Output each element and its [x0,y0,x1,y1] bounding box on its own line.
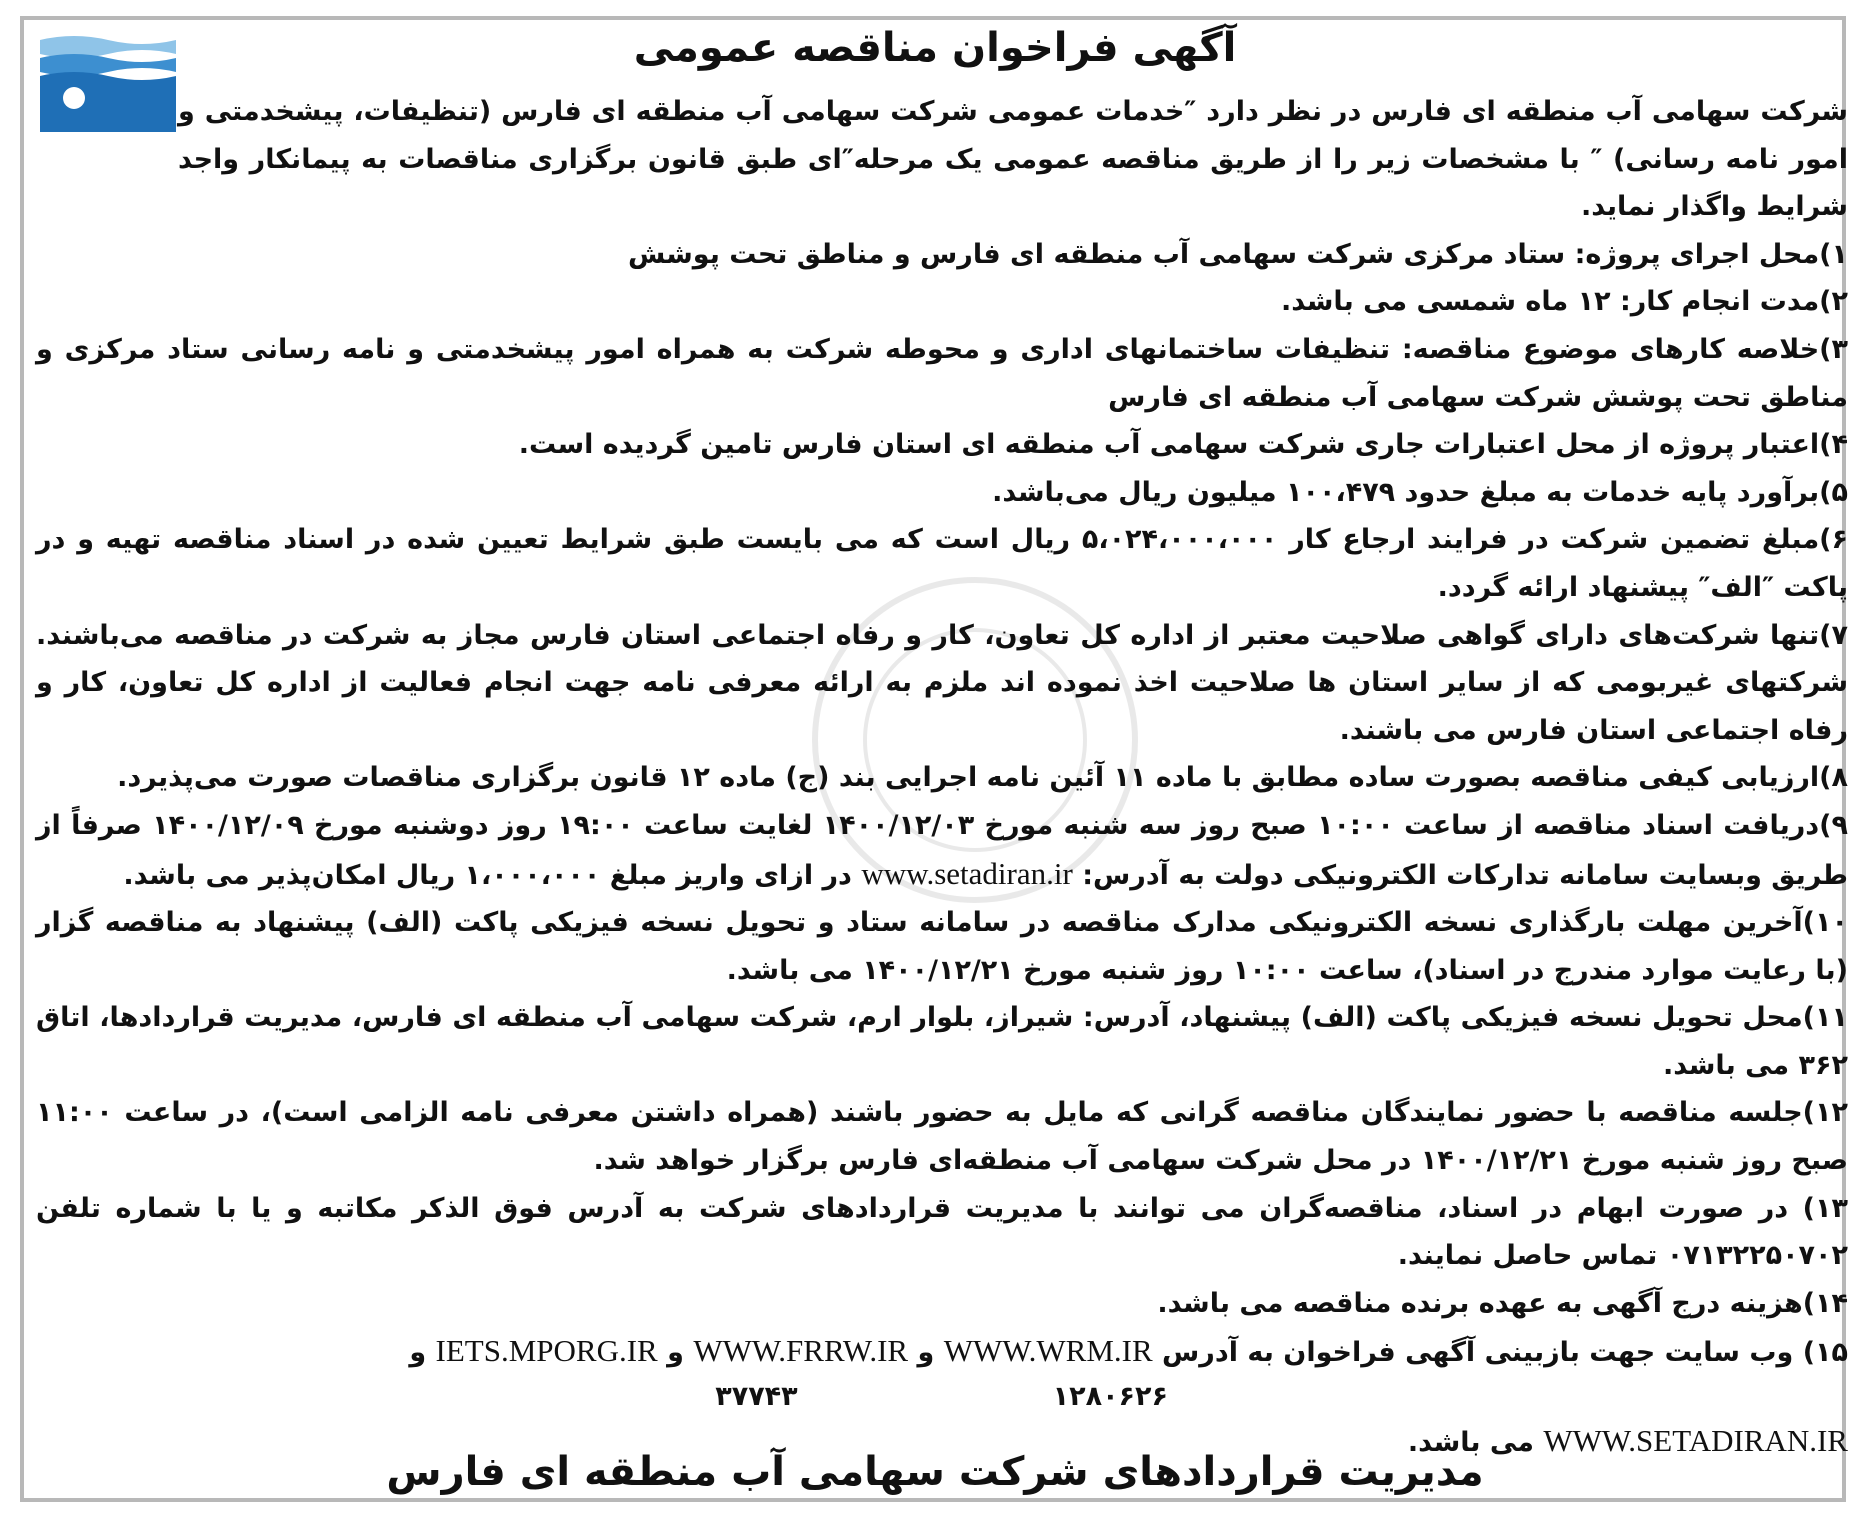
item-15-and-3: و [409,1337,427,1369]
reference-numbers [36,1377,1848,1417]
intro-paragraph: شرکت سهامی آب منطقه ای فارس در نظر دارد ″خدمات عمومی شرکت سهامی آب منطقه ای فارس (تنظیفات، پیشخدمتی و امور نامه رسانی) ″ با مشخصات زیر را از طریق مناقصه عمومی یک مرحله″ای طبق قانون برگزاری مناقصات به پیمانکار واجد شرایط واگذار نماید. [178,96,1848,223]
item-15 [36,1327,1848,1377]
footer-signature: مدیریت قراردادهای شرکت سهامی آب منطقه ای فارس [386,1449,1484,1495]
notice-body [36,88,1848,1467]
iets-link[interactable]: IETS.MPORG.IR [435,1333,658,1369]
item-9-text-a: ۹)دریافت اسناد مناقصه از ساعت ۱۰:۰۰ صبح روز سه شنبه مورخ ۱۴۰۰/۱۲/۰۳ لغایت ساعت ۱۹:۰۰ روز دوشنبه مورخ ۱۴۰۰/۱۲/۰۹ صرفاً از طریق وبسایت سامانه تدارکات الکترونیکی دولت به آدرس: [36,809,1848,891]
wrm-link[interactable]: WWW.WRM.IR [943,1333,1153,1369]
item-15-suffix: می باشد. [1407,1427,1534,1459]
item-13: ۱۳) در صورت ابهام در اسناد، مناقصه‌گران می توانند با مدیریت قراردادهای شرکت به آدرس فوق الذکر مکاتبه و یا با شماره تلفن ۰۷۱۳۲۲۵۰۷۰۲ تماس حاصل نمایند. [36,1192,1848,1272]
item-7: ۷)تنها شرکت‌های دارای گواهی صلاحیت معتبر از اداره کل تعاون، کار و رفاه اجتماعی استان فارس مجاز به شرکت در مناقصه می‌باشند. شرکتهای غیربومی که از سایر استان ها صلاحیت اخذ نموده اند ملزم به ارائه معرفی نامه جهت انجام فعالیت از اداره کل تعاون، کار و رفاه اجتماعی استان فارس می باشند. [36,619,1848,746]
item-1: ۱)محل اجرای پروژه: ستاد مرکزی شرکت سهامی آب منطقه ای فارس و مناطق تحت پوشش [628,238,1848,270]
item-15-prefix: ۱۵) وب سایت جهت بازبینی آگهی فراخوان به آدرس [1162,1337,1848,1369]
item-6: ۶)مبلغ تضمین شرکت در فرایند ارجاع کار ۵،۰۲۴،۰۰۰،۰۰۰ ریال است که می بایست طبق شرایط تعیین شده در اسناد مناقصه تهیه و در پاکت ″الف″ پیشنهاد ارائه گردد. [36,524,1848,603]
item-10: ۱۰)آخرین مهلت بارگذاری نسخه الکترونیکی مدارک مناقصه در سامانه ستاد و تحویل نسخه فیزیکی پاکت (الف) پیشنهاد به مناقصه گزار (با رعایت موارد مندرج در اسناد)، ساعت ۱۰:۰۰ روز شنبه مورخ ۱۴۰۰/۱۲/۲۱ می باشد. [36,907,1848,986]
item-14: ۱۴)هزینه درج آگهی به عهده برنده مناقصه می باشد. [1157,1287,1848,1319]
item-5: ۵)برآورد پایه خدمات به مبلغ حدود ۱۰۰،۴۷۹ میلیون ریال می‌باشد. [992,476,1848,508]
notice-title: آگهی فراخوان مناقصه عمومی [633,25,1237,71]
item-3: ۳)خلاصه کارهای موضوع مناقصه: تنظیفات ساختمانهای اداری و محوطه شرکت به همراه امور پیشخدمتی و نامه رسانی ستاد مرکزی و مناطق تحت پوشش شرکت سهامی آب منطقه ای فارس [36,333,1848,413]
item-8: ۸)ارزیابی کیفی مناقصه بصورت ساده مطابق با ماده ۱۱ آئین نامه اجرایی بند (ج) ماده ۱۲ قانون برگزاری مناقصات صورت می‌پذیرد. [117,762,1848,794]
setadiran-link[interactable]: www.setadiran.ir [861,855,1073,891]
item-4: ۴)اعتبار پروژه از محل اعتبارات جاری شرکت سهامی آب منطقه ای استان فارس تامین گردیده است. [518,429,1848,461]
item-15-and-2: و [667,1337,684,1369]
item-2: ۲)مدت انجام کار: ۱۲ ماه شمسی می باشد. [1281,286,1848,318]
item-15-and-1: و [917,1337,935,1369]
reference-number-1: ۱۲۸۰۶۲۶ [1052,1381,1168,1413]
item-11: ۱۱)محل تحویل نسخه فیزیکی پاکت (الف) پیشنهاد، آدرس: شیراز، بلوار ارم، شرکت سهامی آب منطقه ای فارس، مدیریت قراردادها، اتاق ۳۶۲ می باشد. [36,1002,1848,1081]
item-12: ۱۲)جلسه مناقصه با حضور نمایندگان مناقصه گرانی که مایل به حضور باشند (همراه داشتن معرفی نامه الزامی است)، در ساعت ۱۱:۰۰ صبح روز شنبه مورخ ۱۴۰۰/۱۲/۲۱ در محل شرکت سهامی آب منطقه‌ای فارس برگزار خواهد شد. [36,1097,1848,1177]
reference-number-2: ۳۷۷۴۳ [715,1381,798,1413]
setadiran-upper-link[interactable]: WWW.SETADIRAN.IR [1543,1423,1848,1459]
item-9-text-b: در ازای واریز مبلغ ۱،۰۰۰،۰۰۰ ریال امکان‌پذیر می باشد. [123,859,852,891]
frrw-link[interactable]: WWW.FRRW.IR [693,1333,909,1369]
item-9 [36,802,1848,899]
